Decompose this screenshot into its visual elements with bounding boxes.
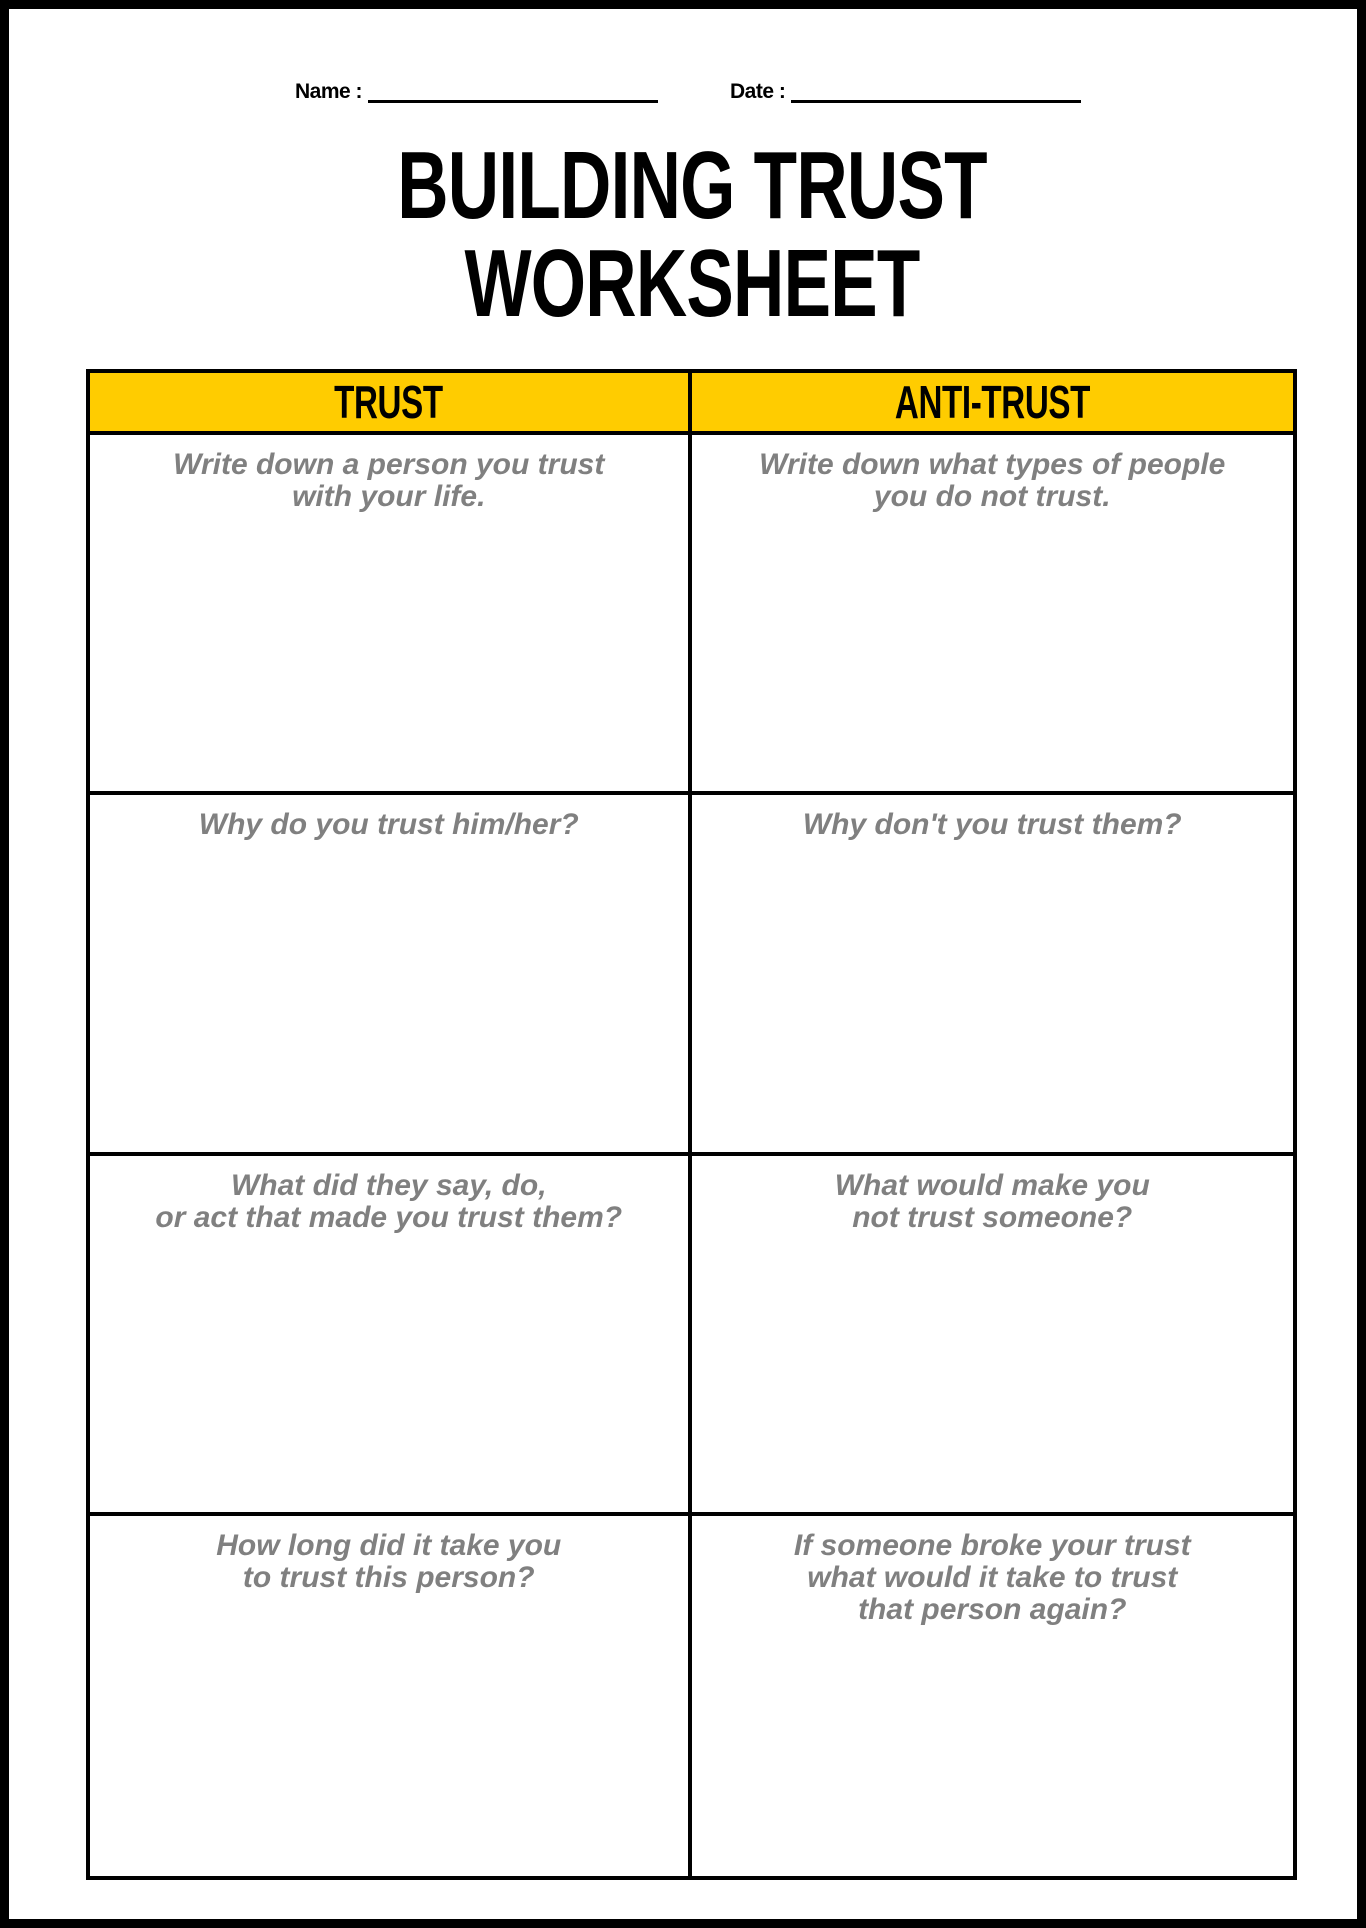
answer-cell-anti-trust-4[interactable]	[692, 1516, 1294, 1876]
answer-cell-anti-trust-3[interactable]	[692, 1156, 1294, 1516]
title-line-2: WORKSHEET	[464, 230, 920, 337]
name-label: Name :	[295, 80, 363, 103]
answer-cell-trust-3[interactable]	[90, 1156, 692, 1516]
answer-cell-anti-trust-1[interactable]	[692, 435, 1294, 795]
column-header-trust	[90, 373, 692, 435]
prompt-text: Write down a person you trust with your life.	[173, 448, 605, 513]
name-blank-line[interactable]	[368, 100, 658, 103]
prompt-text: Write down what types of people you do not trust.	[759, 448, 1226, 513]
answer-cell-trust-4[interactable]	[90, 1516, 692, 1876]
prompt-text: What did they say, do, or act that made you trust them?	[155, 1168, 623, 1234]
date-field	[730, 75, 1081, 105]
column-header-anti-trust	[692, 373, 1294, 435]
prompt-text: What would make you not trust someone?	[834, 1168, 1150, 1234]
date-label: Date :	[730, 80, 786, 103]
title-line-1: BUILDING TRUST	[397, 132, 987, 239]
trust-table	[86, 369, 1297, 1880]
name-field	[295, 75, 658, 105]
answer-cell-anti-trust-2[interactable]	[692, 795, 1294, 1155]
answer-cell-trust-1[interactable]	[90, 435, 692, 795]
prompt-text: If someone broke your trust what would it take to trust that person again?	[793, 1528, 1191, 1626]
student-info-row	[9, 75, 1366, 105]
prompt-text: How long did it take you to trust this person?	[216, 1528, 562, 1594]
date-blank-line[interactable]	[791, 100, 1081, 103]
column-header-label: TRUST	[334, 376, 444, 428]
column-header-label: ANTI-TRUST	[894, 376, 1090, 428]
prompt-text: Why do you trust him/her?	[198, 808, 579, 842]
prompt-text: Why don't you trust them?	[802, 808, 1182, 842]
page-title	[187, 132, 1198, 337]
answer-cell-trust-2[interactable]	[90, 795, 692, 1155]
